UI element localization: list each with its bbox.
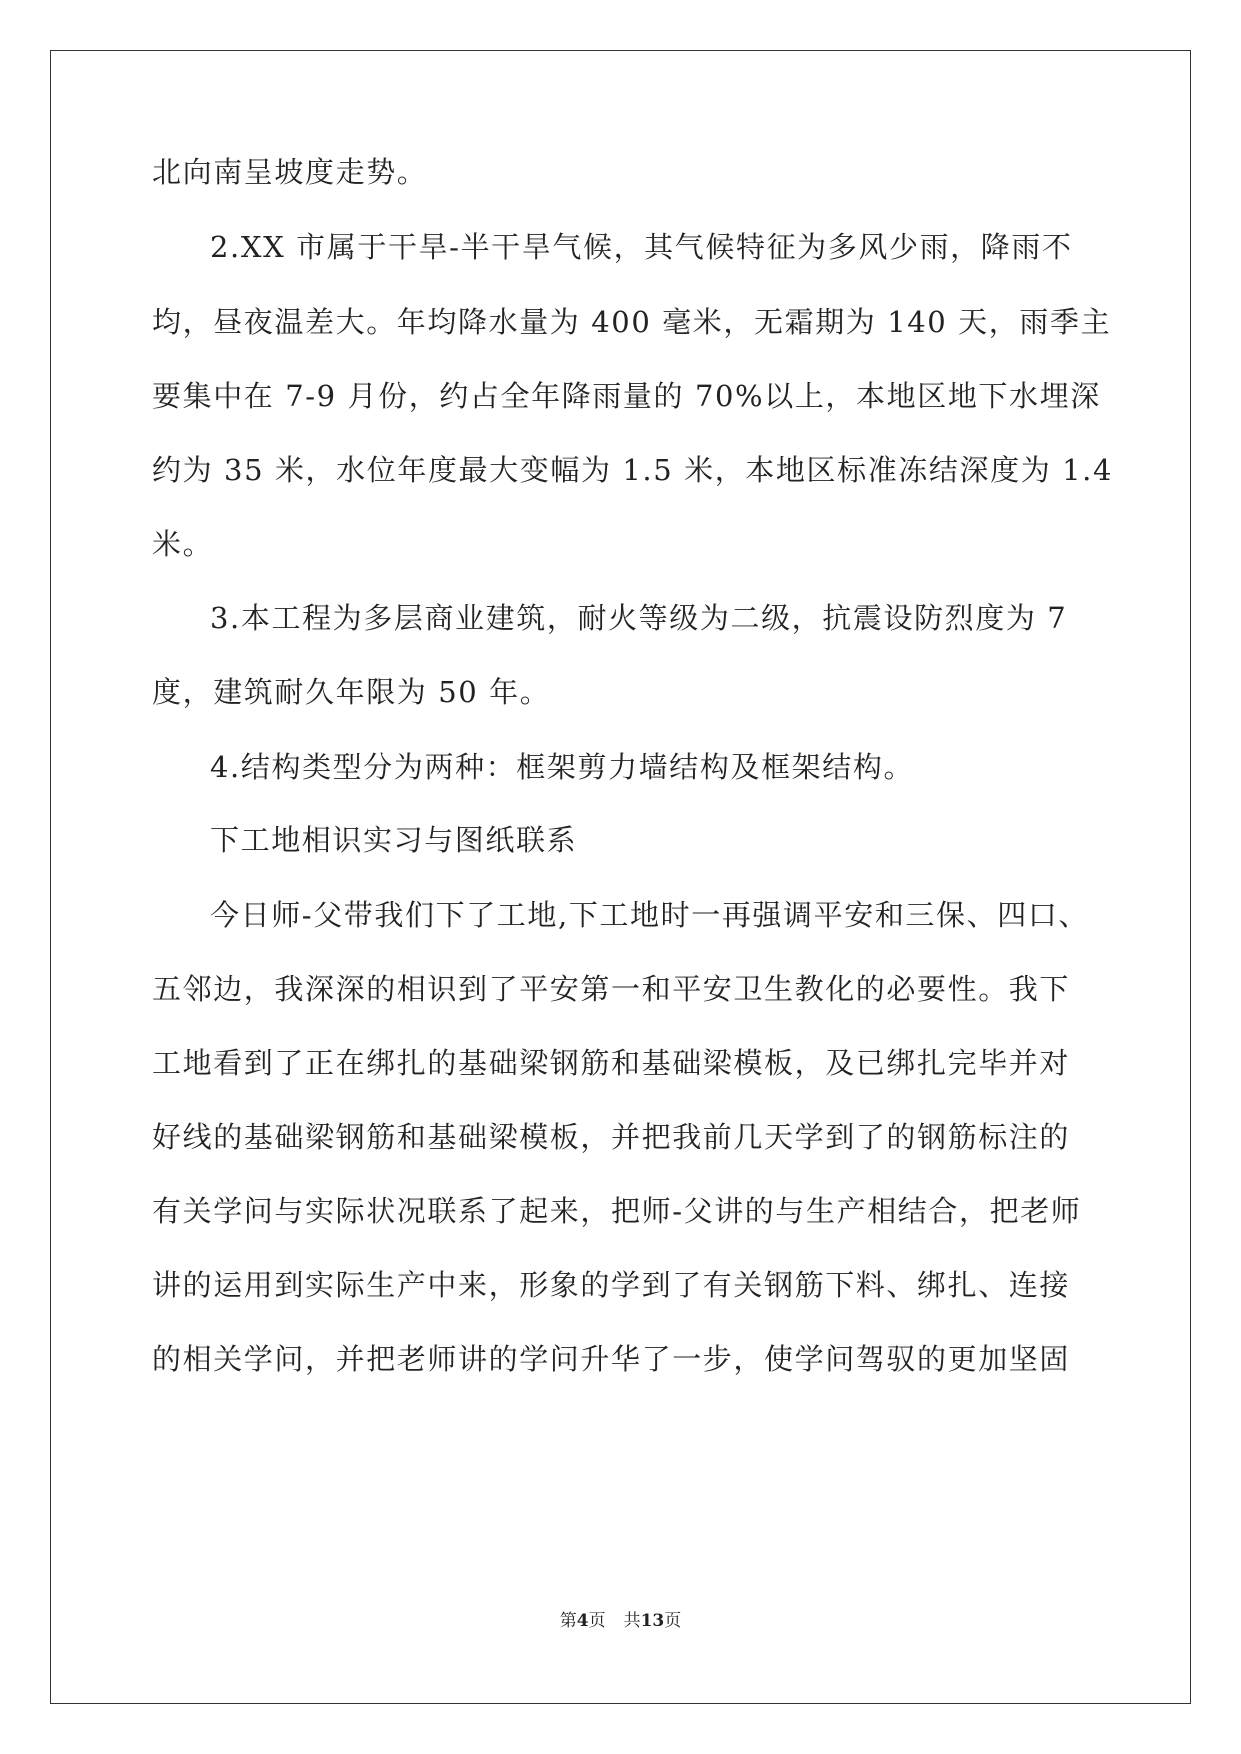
text-line: 4.结构类型分为两种：框架剪力墙结构及框架结构。 — [210, 750, 915, 784]
text-line: 约为 35 米，水位年度最大变幅为 1.5 米，本地区标准冻结深度为 1.4 — [152, 453, 1114, 487]
page-footer — [0, 1609, 1241, 1633]
text-line: 五邻边，我深深的相识到了平安第一和平安卫生教化的必要性。我下 — [152, 972, 1071, 1006]
text-line: 工地看到了正在绑扎的基础梁钢筋和基础梁模板，及已绑扎完毕并对 — [152, 1046, 1071, 1080]
page-number: 4 — [576, 1611, 589, 1631]
text-line: 的相关学问，并把老师讲的学问升华了一步，使学问驾驭的更加坚固 — [152, 1342, 1071, 1376]
text-line: 今日师-父带我们下了工地,下工地时一再强调平安和三保、四口、 — [210, 898, 1090, 932]
page-suffix: 页 — [588, 1611, 606, 1631]
text-line: 3.本工程为多层商业建筑，耐火等级为二级，抗震设防烈度为 7 — [210, 601, 1068, 635]
text-line: 2.XX 市属于干旱-半干旱气候，其气候特征为多风少雨，降雨不 — [210, 230, 1073, 264]
total-pages: 13 — [640, 1611, 665, 1631]
text-line: 有关学问与实际状况联系了起来，把师-父讲的与生产相结合，把老师 — [152, 1194, 1082, 1228]
page-border — [50, 50, 1191, 1704]
total-suffix: 页 — [664, 1611, 682, 1631]
text-line: 好线的基础梁钢筋和基础梁模板，并把我前几天学到了的钢筋标注的 — [152, 1120, 1071, 1154]
total-prefix: 共 — [623, 1611, 641, 1631]
text-line: 均，昼夜温差大。年均降水量为 400 毫米，无霜期为 140 天，雨季主 — [152, 305, 1112, 339]
text-line: 要集中在 7-9 月份，约占全年降雨量的 70%以上，本地区地下水埋深 — [152, 379, 1101, 413]
text-line: 米。 — [152, 527, 214, 561]
text-line: 度，建筑耐久年限为 50 年。 — [152, 675, 551, 709]
section-heading: 下工地相识实习与图纸联系 — [210, 823, 578, 857]
page-prefix: 第 — [559, 1611, 577, 1631]
text-line: 讲的运用到实际生产中来，形象的学到了有关钢筋下料、绑扎、连接 — [152, 1268, 1071, 1302]
text-line: 北向南呈坡度走势。 — [152, 155, 428, 189]
